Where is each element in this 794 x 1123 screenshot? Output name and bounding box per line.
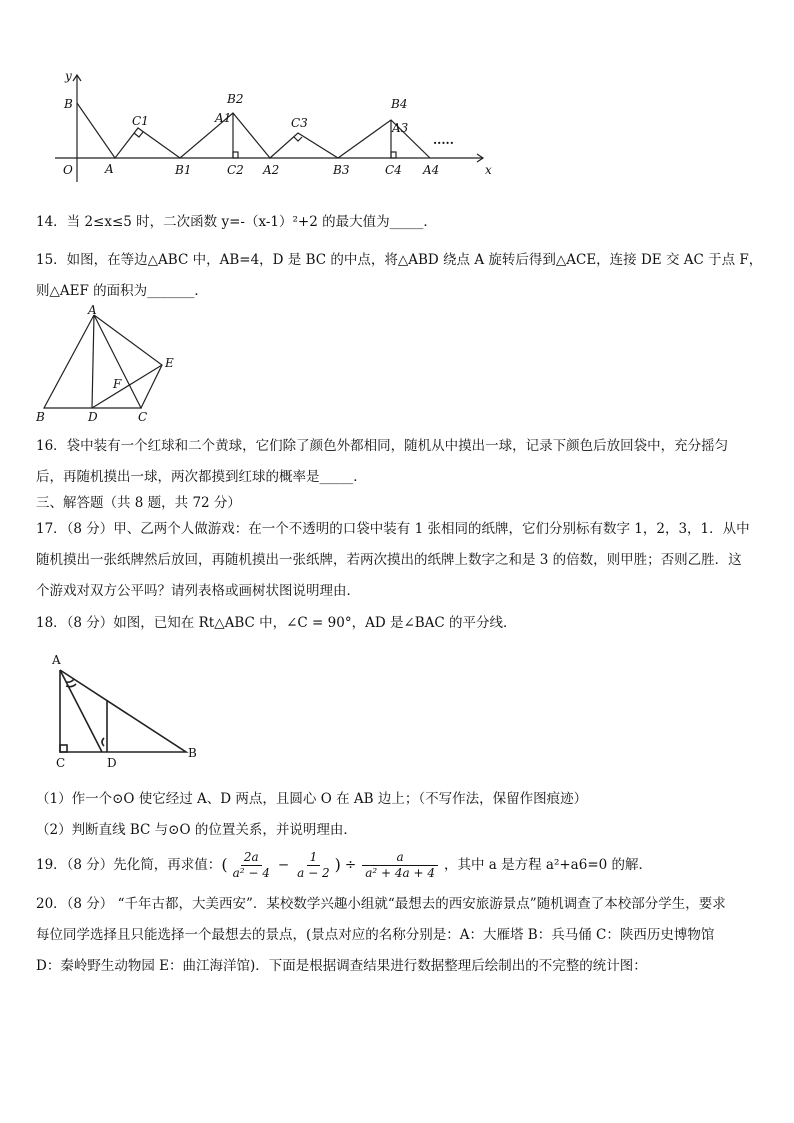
label-c1: C1 xyxy=(132,114,149,128)
label-a: A xyxy=(52,653,61,667)
right-angle-c4 xyxy=(391,152,396,158)
fraction-3 xyxy=(362,850,438,881)
label-o: O xyxy=(63,163,73,177)
label-dots: ..... xyxy=(433,133,454,147)
question-15-line2: 则△AEF 的面积为_______． xyxy=(36,283,208,299)
right-angle-c2 xyxy=(233,152,238,158)
triangle-abc xyxy=(60,670,186,752)
label-a3: A3 xyxy=(392,121,409,135)
question-18-part2: （2）判断直线 BC 与⊙O 的位置关系，并说明理由． xyxy=(36,822,357,838)
fraction-3-denominator: a² + 4a + 4 xyxy=(365,865,435,880)
question-19-suffix: ，其中 a 是方程 a²+a6=0 的解． xyxy=(443,857,653,873)
label-a2: A2 xyxy=(263,163,280,177)
label-d: D xyxy=(88,410,98,424)
label-f: F xyxy=(113,377,122,391)
question-16-line2: 后，再随机摸出一球，两次都摸到红球的概率是_____． xyxy=(36,469,367,485)
right-angle-c1 xyxy=(134,132,143,137)
right-angle-c xyxy=(60,745,67,752)
fraction-2 xyxy=(294,850,332,881)
question-17-line2: 随机摸出一张纸牌然后放回，再随机摸出一张纸牌，若两次摸出的纸牌上数字之和是 3 的倍数，则甲胜；否则乙胜．这 xyxy=(36,552,742,568)
fraction-1-denominator: a² − 4 xyxy=(232,865,270,880)
label-a: A xyxy=(88,305,97,317)
fraction-1-numerator: 2a xyxy=(241,850,262,866)
label-a1: A1 xyxy=(215,111,232,125)
zigzag-line xyxy=(77,103,430,158)
fraction-3-numerator: a xyxy=(362,850,438,866)
label-c3: C3 xyxy=(291,116,308,130)
question-20-line3: D：秦岭野生动物园 E：曲江海洋馆)．下面是根据调查结果进行数据整理后绘制出的不完整的统计图： xyxy=(36,958,647,974)
right-angle-c3 xyxy=(294,137,302,141)
question-17-line1: 17．（8 分）甲、乙两个人做游戏：在一个不透明的口袋中装有 1 张相同的纸牌，它们分别标有数字 1，2，3，1．从中 xyxy=(36,521,750,537)
figure-right-triangle xyxy=(46,650,206,775)
label-a4: A4 xyxy=(423,163,440,177)
question-20-line2: 每位同学选择且只能选择一个最想去的景点，(景点对应的名称分别是：A：大雁塔 B：兵马俑 C：陕西历史博物馆 xyxy=(36,927,715,943)
question-18: 18．（8 分）如图，已知在 Rt△ABC 中，∠C = 90°，AD 是∠BAC 的平分线． xyxy=(36,615,517,631)
label-e: E xyxy=(165,356,174,370)
question-18-part1: （1）作一个⊙O 使它经过 A、D 两点，且圆心 O 在 AB 边上；（不写作法，保留作图痕迹） xyxy=(36,791,588,807)
question-19-prefix: 19．（8 分）先化简，再求值： xyxy=(36,857,222,873)
question-20-line1: 20．（8 分） “千年古都，大美西安”．某校数学兴趣小组就“最想去的西安旅游景点”随机调查了本校部分学生，要求 xyxy=(36,896,726,912)
label-d: D xyxy=(107,756,117,770)
question-16-line1: 16．袋中装有一个红球和二个黄球，它们除了颜色外都相同，随机从中摸出一球，记录下颜色后放回袋中，充分摇匀 xyxy=(36,438,729,454)
question-15-line1: 15．如图，在等边△ABC 中，AB=4，D 是 BC 的中点，将△ABD 绕点 A 旋转后得到△ACE，连接 DE 交 AC 于点 F， xyxy=(36,252,763,268)
label-b: B xyxy=(36,410,45,424)
figure-equilateral-triangle xyxy=(34,305,184,425)
segments-ae-ec xyxy=(94,315,162,408)
fraction-2-numerator: 1 xyxy=(307,850,321,866)
label-b: B xyxy=(188,746,197,760)
segment-ad xyxy=(92,315,94,408)
label-b: B xyxy=(64,97,73,111)
label-a: A xyxy=(105,162,114,176)
label-b3: B3 xyxy=(333,163,350,177)
label-c2: C2 xyxy=(227,163,244,177)
label-c4: C4 xyxy=(385,163,402,177)
question-17-line3: 个游戏对双方公平吗？请列表格或画树状图说明理由． xyxy=(36,583,360,599)
label-b1: B1 xyxy=(175,163,192,177)
figure-zigzag-graph xyxy=(55,70,495,185)
label-x: x xyxy=(485,163,492,177)
angle-mark-3 xyxy=(102,738,104,746)
fraction-2-denominator: a − 2 xyxy=(297,865,330,880)
label-y: y xyxy=(65,70,72,83)
angle-mark-1 xyxy=(66,679,74,682)
label-c: C xyxy=(138,410,148,424)
label-b4: B4 xyxy=(391,97,408,111)
fraction-1 xyxy=(230,850,273,881)
section-3-heading: 三、解答题（共 8 题，共 72 分） xyxy=(36,495,241,511)
label-c: C xyxy=(56,756,66,770)
label-b2: B2 xyxy=(227,92,244,106)
question-19: 19．（8 分）先化简，再求值： ( $\frac{2a}{\text{a² − 4}}$ − $\frac{1}{a - 2}$ ) ÷ $\frac{a}{\text{a² + 4a + 4}}$ ，其中 a 是方程 a²+a6=0 的解． xyxy=(36,849,653,880)
question-14: 14．当 2≤x≤5 时，二次函数 y=-（x-1）²+2 的最大值为_____． xyxy=(36,214,437,230)
